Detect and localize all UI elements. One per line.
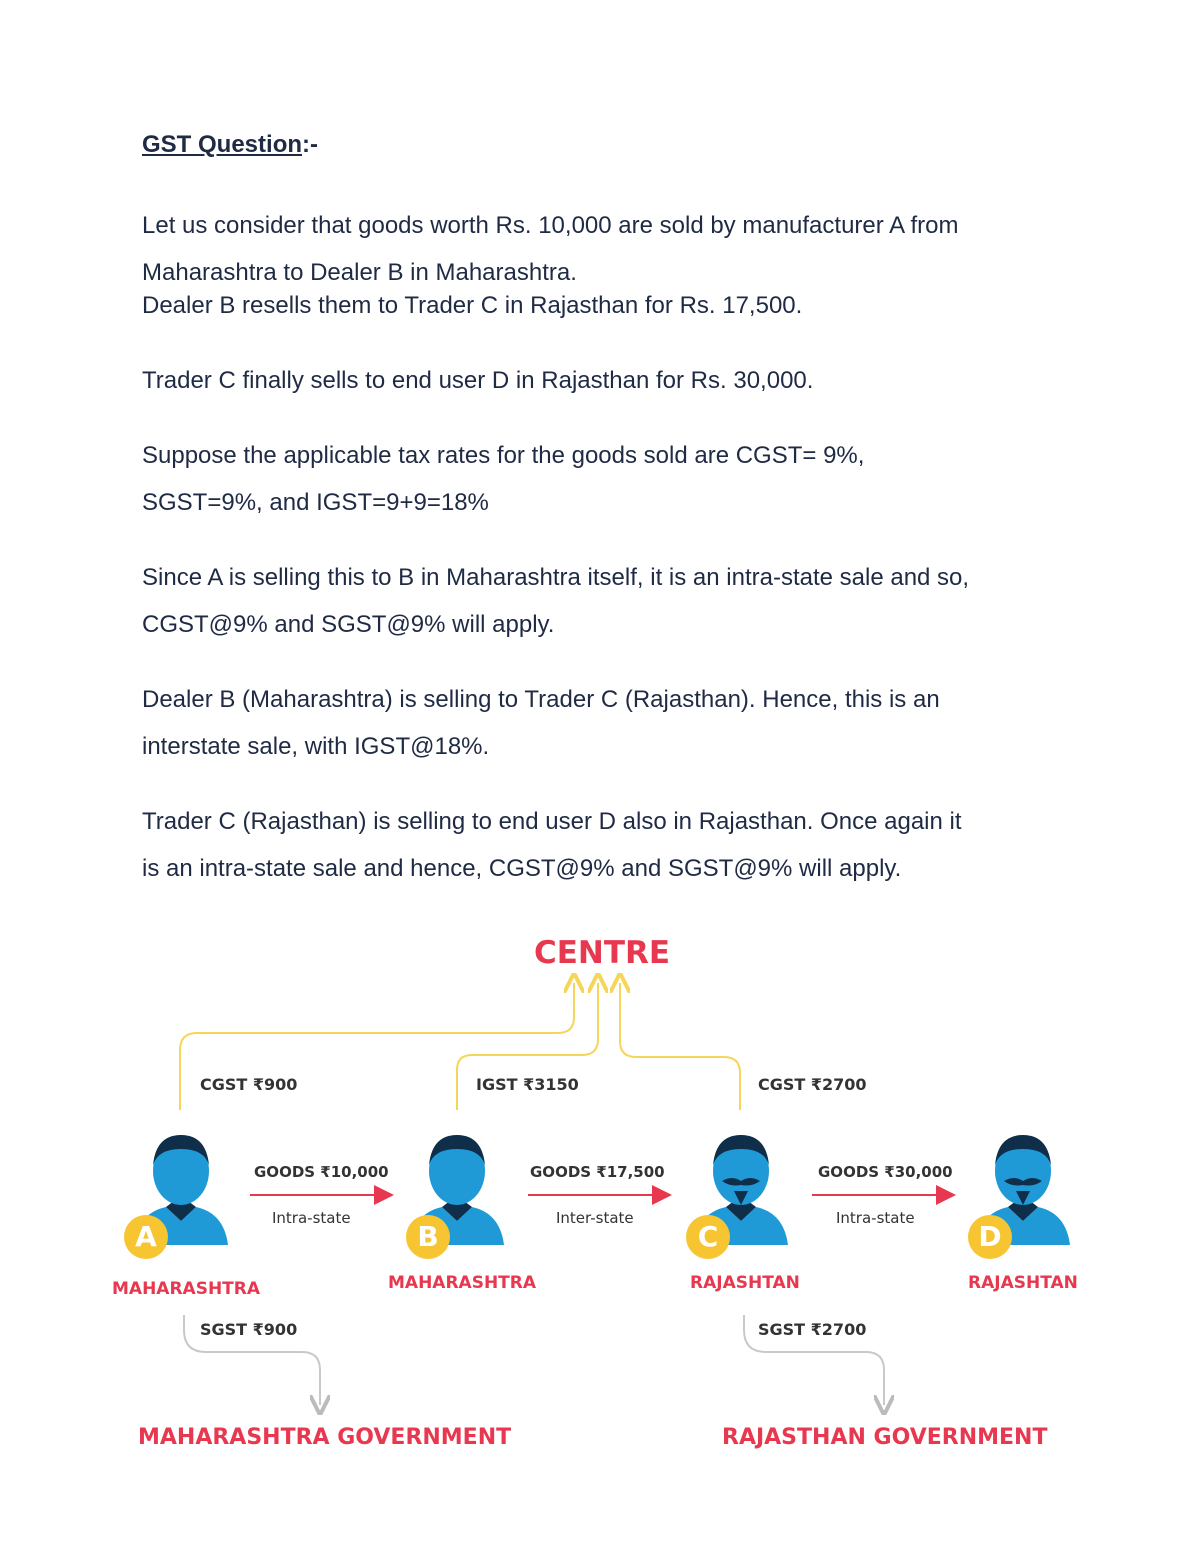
centre-label: CENTRE	[534, 935, 671, 971]
state-label-a: MAHARASHTRA	[112, 1279, 261, 1299]
goods-cd-label: GOODS ₹30,000	[818, 1163, 953, 1181]
goods-bc-label: GOODS ₹17,500	[530, 1163, 665, 1181]
maharashtra-government-label: MAHARASHTRA GOVERNMENT	[138, 1425, 512, 1450]
paragraph: SGST=9%, and IGST=9+9=18%	[142, 489, 489, 516]
sgst-c-label: SGST ₹2700	[758, 1320, 867, 1339]
paragraph: Dealer B (Maharashtra) is selling to Trader C (Rajasthan). Hence, this is an	[142, 686, 940, 713]
paragraph: Trader C (Rajasthan) is selling to end user D also in Rajasthan. Once again it	[142, 808, 962, 835]
cgst-c-label: CGST ₹2700	[758, 1075, 867, 1094]
gst-flow-diagram	[90, 905, 1110, 1545]
transfer-ab-type: Intra-state	[272, 1209, 351, 1227]
question-text	[142, 128, 1082, 892]
cgst-a-label: CGST ₹900	[200, 1075, 298, 1094]
badge-b: B	[406, 1215, 450, 1259]
paragraph: Since A is selling this to B in Maharashtra itself, it is an intra-state sale and so,	[142, 564, 970, 591]
transfer-cd-type: Intra-state	[836, 1209, 915, 1227]
badge-d: D	[968, 1215, 1012, 1259]
paragraph: interstate sale, with IGST@18%.	[142, 733, 490, 760]
sgst-a-label: SGST ₹900	[200, 1320, 298, 1339]
paragraph: Suppose the applicable tax rates for the goods sold are CGST= 9%,	[142, 442, 865, 469]
igst-b-label: IGST ₹3150	[476, 1075, 579, 1094]
cgst-c-line	[620, 983, 740, 1110]
goods-ab-label: GOODS ₹10,000	[254, 1163, 389, 1181]
paragraph: Maharashtra to Dealer B in Maharashtra.	[142, 259, 577, 286]
paragraph: Dealer B resells them to Trader C in Rajasthan for Rs. 17,500.	[142, 292, 803, 319]
paragraph: CGST@9% and SGST@9% will apply.	[142, 611, 555, 638]
state-label-c: RAJASHTAN	[690, 1273, 800, 1293]
rajasthan-government-label: RAJASTHAN GOVERNMENT	[722, 1425, 1048, 1450]
badge-c: C	[686, 1215, 730, 1259]
badge-a: A	[124, 1215, 168, 1259]
transfer-bc-type: Inter-state	[556, 1209, 634, 1227]
state-label-d: RAJASHTAN	[968, 1273, 1078, 1293]
question-title: GST Question:-	[142, 131, 318, 158]
state-label-b: MAHARASHTRA	[388, 1273, 537, 1293]
paragraph: Trader C finally sells to end user D in Rajasthan for Rs. 30,000.	[142, 367, 814, 394]
paragraph: is an intra-state sale and hence, CGST@9% and SGST@9% will apply.	[142, 855, 902, 882]
paragraph: Let us consider that goods worth Rs. 10,000 are sold by manufacturer A from	[142, 212, 959, 239]
